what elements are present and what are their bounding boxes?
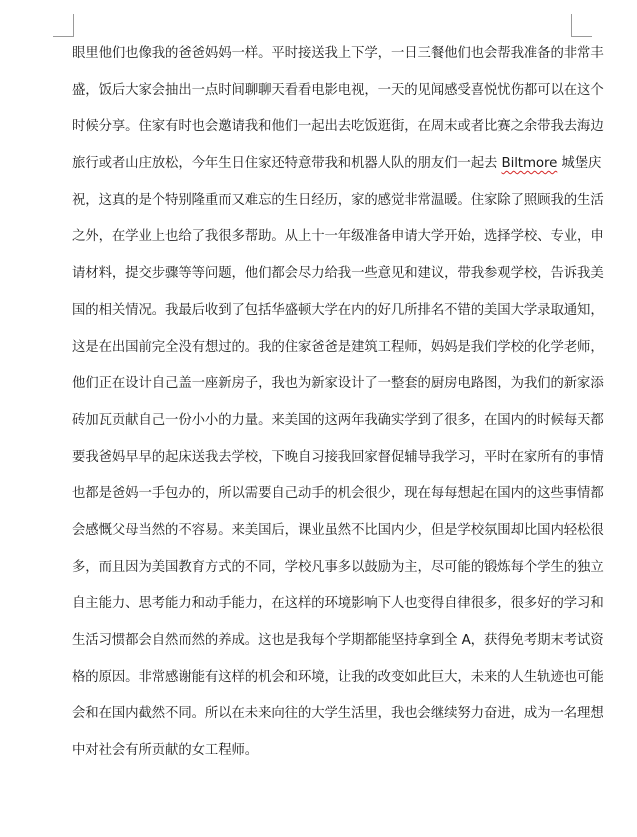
text-line: 这是在出国前完全没有想过的。我的住家爸爸是建筑工程师，妈妈是我们学校的化学老师，: [72, 339, 604, 355]
text-segment: 生活习惯都会自然而然的养成。这也是我每个学期都能坚持拿到全: [72, 633, 458, 648]
text-line: 祝，这真的是个特别隆重而又难忘的生日经历，家的感觉非常温暖。住家除了照顾我的生活: [72, 192, 604, 208]
text-segment: ，获得免考期末考试资: [470, 633, 604, 648]
text-line: 请材料，提交步骤等等问题，他们都会尽力给我一些意见和建议，带我参观学校，告诉我美: [72, 266, 604, 282]
text-line: 多，而且因为美国教育方式的不同，学校凡事多以鼓励为主，尽可能的锻炼每个学生的独立: [72, 559, 604, 575]
text-line: 砖加瓦贡献自己一份小小的力量。来美国的这两年我确实学到了很多，在国内的时候每天都: [72, 412, 604, 428]
text-segment: 旅行或者山庄放松，今年生日住家还特意带我和机器人队的朋友们一起去: [72, 156, 498, 172]
text-line: 他们正在设计自己盖一座新房子，我也为新家设计了一整套的厨房电路图，为我们的新家添: [72, 376, 604, 392]
text-line: [72, 146, 602, 183]
text-segment: A: [461, 633, 471, 648]
text-segment: 城堡庆: [561, 156, 602, 172]
text-line: 格的原因。非常感谢能有这样的机会和环境，让我的改变如此巨大，未来的人生轨迹也可能: [72, 669, 604, 685]
text-line: 会和在国内截然不同。所以在未来向往的大学生活里，我也会继续努力奋进，成为一名理想: [72, 706, 604, 722]
text-line: 国的相关情况。我最后收到了包括华盛顿大学在内的好几所排名不错的美国大学录取通知，: [72, 302, 604, 318]
text-line: 中对社会有所贡献的女工程师。: [72, 743, 259, 759]
document-body[interactable]: [72, 36, 604, 770]
page-corner-mark-top-left: [53, 14, 74, 37]
page-corner-mark-top-right: [571, 14, 592, 37]
text-line: 会感慨父母当然的不容易。来美国后，课业虽然不比国内少，但是学校氛围却比国内轻松很: [72, 522, 604, 538]
text-line: 眼里他们也像我的爸爸妈妈一样。平时接送我上下学，一日三餐他们也会帮我准备的非常丰: [72, 46, 604, 61]
text-line: [72, 623, 604, 660]
text-line: 也都是爸妈一手包办的，所以需要自己动手的机会很少，现在每每想起在国内的这些事情都: [72, 486, 604, 502]
misspelled-word: Biltmore: [501, 156, 558, 172]
text-line: 时候分享。住家有时也会邀请我和他们一起出去吃饭逛街，在周末或者比赛之余带我去海边: [72, 119, 604, 135]
text-line: 之外，在学业上也给了我很多帮助。从上十一年级准备申请大学开始，选择学校、专业，申: [72, 229, 604, 245]
text-line: 要我爸妈早早的起床送我去学校，下晚自习接我回家督促辅导我学习，平时在家所有的事情: [72, 449, 604, 465]
text-line: 自主能力、思考能力和动手能力，在这样的环境影响下人也变得自律很多，很多好的学习和: [72, 596, 604, 612]
text-line: 盛，饭后大家会抽出一点时间聊聊天看看电影电视，一天的见闻感受喜悦忧伤都可以在这个: [72, 82, 604, 98]
